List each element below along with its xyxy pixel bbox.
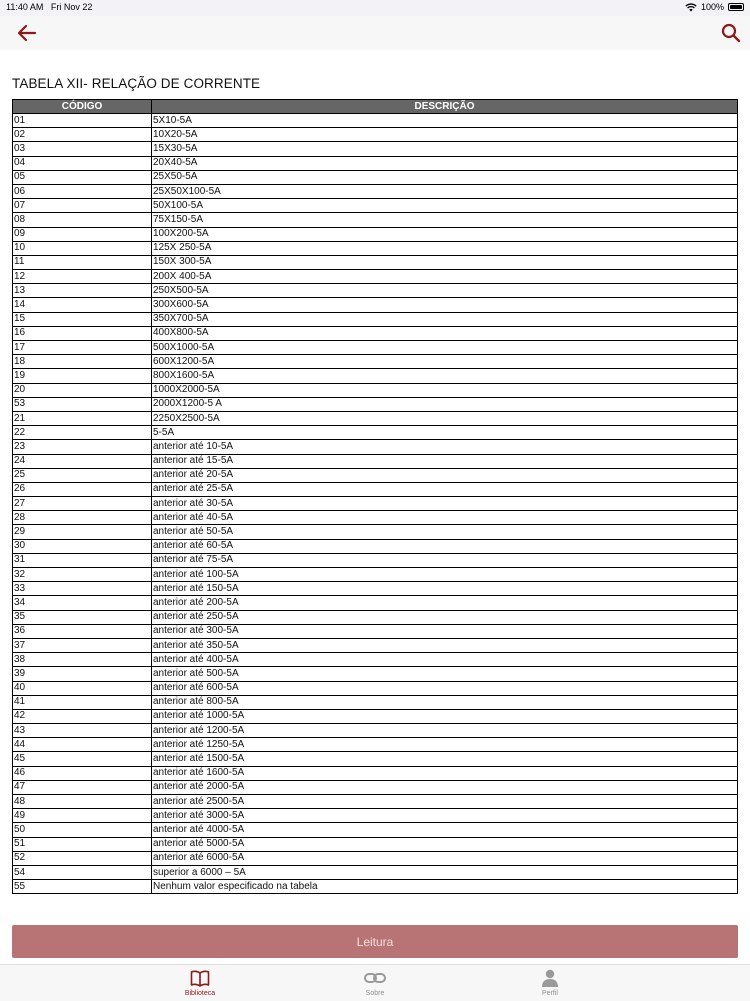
tab-perfil[interactable] [510,968,590,997]
tab-bar [0,964,750,1001]
code-cell: 16 [13,326,152,340]
table-row [13,724,738,738]
code-cell: 50 [13,823,152,837]
code-cell: 12 [13,270,152,284]
status-time: 11:40 AM [6,2,44,12]
status-bar [0,0,750,16]
description-cell: anterior até 30-5A [152,497,738,511]
code-cell: 01 [13,114,152,128]
table-row [13,383,738,397]
code-cell: 14 [13,298,152,312]
description-cell: 400X800-5A [152,326,738,340]
code-cell: 46 [13,766,152,780]
description-cell: anterior até 1000-5A [152,709,738,723]
search-button[interactable] [718,20,744,46]
description-cell: 125X 250-5A [152,241,738,255]
code-cell: 13 [13,284,152,298]
table-row [13,837,738,851]
description-cell: anterior até 400-5A [152,653,738,667]
description-cell: anterior até 1200-5A [152,724,738,738]
code-cell: 24 [13,454,152,468]
code-cell: 05 [13,170,152,184]
table-row [13,539,738,553]
current-ratio-table [12,99,738,894]
code-cell: 21 [13,411,152,425]
description-cell: 200X 400-5A [152,270,738,284]
tab-label-biblioteca: Biblioteca [184,990,216,997]
code-cell: 45 [13,752,152,766]
description-cell: anterior até 20-5A [152,468,738,482]
table-row [13,610,738,624]
code-cell: 10 [13,241,152,255]
table-row [13,426,738,440]
code-cell: 40 [13,681,152,695]
code-cell: 54 [13,865,152,879]
description-cell: 150X 300-5A [152,255,738,269]
table-row [13,880,738,894]
table-row [13,681,738,695]
column-header-description: DESCRIÇÃO [152,100,738,114]
table-row [13,369,738,383]
table-row [13,270,738,284]
table-row [13,184,738,198]
code-cell: 29 [13,525,152,539]
description-cell: anterior até 2000-5A [152,780,738,794]
table-row [13,525,738,539]
description-cell: anterior até 3000-5A [152,809,738,823]
table-row [13,667,738,681]
table-row [13,624,738,638]
table-header-row [13,100,738,114]
code-cell: 25 [13,468,152,482]
table-row [13,582,738,596]
code-cell: 43 [13,724,152,738]
table-row [13,454,738,468]
code-cell: 20 [13,383,152,397]
code-cell: 37 [13,638,152,652]
table-row [13,511,738,525]
table-row [13,553,738,567]
table-row [13,312,738,326]
code-cell: 47 [13,780,152,794]
code-cell: 35 [13,610,152,624]
description-cell: anterior até 6000-5A [152,851,738,865]
wifi-icon [685,3,697,12]
table-row [13,298,738,312]
description-cell: anterior até 15-5A [152,454,738,468]
table-row [13,695,738,709]
back-arrow-icon [17,24,37,42]
code-cell: 38 [13,653,152,667]
code-cell: 39 [13,667,152,681]
code-cell: 18 [13,355,152,369]
description-cell: anterior até 25-5A [152,482,738,496]
navigation-bar [0,16,750,50]
code-cell: 53 [13,397,152,411]
description-cell: anterior até 40-5A [152,511,738,525]
description-cell: 250X500-5A [152,284,738,298]
description-cell: 350X700-5A [152,312,738,326]
code-cell: 41 [13,695,152,709]
status-time-date [6,2,92,12]
description-cell: 25X50-5A [152,170,738,184]
description-cell: 600X1200-5A [152,355,738,369]
table-row [13,851,738,865]
tab-sobre[interactable] [335,968,415,997]
description-cell: superior a 6000 – 5A [152,865,738,879]
description-cell: anterior até 2500-5A [152,795,738,809]
code-cell: 30 [13,539,152,553]
table-container [12,99,738,894]
person-icon [541,969,559,987]
code-cell: 09 [13,227,152,241]
description-cell: anterior até 1600-5A [152,766,738,780]
table-row [13,497,738,511]
code-cell: 26 [13,482,152,496]
table-row [13,568,738,582]
description-cell: Nenhum valor especificado na tabela [152,880,738,894]
table-row [13,823,738,837]
table-row [13,766,738,780]
table-row [13,865,738,879]
description-cell: 300X600-5A [152,298,738,312]
code-cell: 04 [13,156,152,170]
table-body [13,114,738,894]
code-cell: 28 [13,511,152,525]
description-cell: 10X20-5A [152,128,738,142]
document-viewer[interactable] [0,50,750,910]
description-cell: 75X150-5A [152,213,738,227]
code-cell: 48 [13,795,152,809]
description-cell: anterior até 5000-5A [152,837,738,851]
code-cell: 17 [13,341,152,355]
table-row [13,397,738,411]
table-row [13,341,738,355]
code-cell: 34 [13,596,152,610]
description-cell: anterior até 200-5A [152,596,738,610]
tab-label-perfil: Perfil [542,990,558,997]
status-indicators [685,2,744,12]
code-cell: 27 [13,497,152,511]
table-row [13,355,738,369]
battery-icon [728,3,744,11]
description-cell: anterior até 350-5A [152,638,738,652]
table-row [13,780,738,794]
code-cell: 07 [13,199,152,213]
leitura-button[interactable]: Leitura [12,925,738,958]
table-row [13,199,738,213]
table-row [13,482,738,496]
code-cell: 51 [13,837,152,851]
description-cell: 500X1000-5A [152,341,738,355]
table-row [13,213,738,227]
code-cell: 06 [13,184,152,198]
description-cell: anterior até 10-5A [152,440,738,454]
search-icon [721,23,741,43]
table-row [13,709,738,723]
table-row [13,114,738,128]
code-cell: 33 [13,582,152,596]
link-icon [364,971,386,985]
description-cell: anterior até 500-5A [152,667,738,681]
description-cell: 2250X2500-5A [152,411,738,425]
description-cell: 5X10-5A [152,114,738,128]
table-row [13,752,738,766]
description-cell: 2000X1200-5 A [152,397,738,411]
tab-biblioteca[interactable] [160,968,240,997]
table-row [13,326,738,340]
description-cell: 1000X2000-5A [152,383,738,397]
description-cell: anterior até 600-5A [152,681,738,695]
code-cell: 49 [13,809,152,823]
description-cell: 50X100-5A [152,199,738,213]
description-cell: anterior até 4000-5A [152,823,738,837]
table-row [13,284,738,298]
description-cell: anterior até 50-5A [152,525,738,539]
table-row [13,809,738,823]
table-row [13,638,738,652]
document-title: TABELA XII- RELAÇÃO DE CORRENTE [12,76,261,91]
description-cell: anterior até 75-5A [152,553,738,567]
table-row [13,170,738,184]
code-cell: 52 [13,851,152,865]
description-cell: 15X30-5A [152,142,738,156]
table-row [13,411,738,425]
code-cell: 19 [13,369,152,383]
description-cell: anterior até 250-5A [152,610,738,624]
code-cell: 02 [13,128,152,142]
description-cell: 800X1600-5A [152,369,738,383]
table-row [13,156,738,170]
description-cell: 100X200-5A [152,227,738,241]
table-row [13,255,738,269]
table-row [13,653,738,667]
code-cell: 36 [13,624,152,638]
description-cell: anterior até 150-5A [152,582,738,596]
table-row [13,241,738,255]
code-cell: 22 [13,426,152,440]
status-date: Fri Nov 22 [50,2,93,12]
code-cell: 23 [13,440,152,454]
book-icon [190,970,210,987]
description-cell: anterior até 100-5A [152,568,738,582]
table-row [13,795,738,809]
table-row [13,596,738,610]
description-cell: 20X40-5A [152,156,738,170]
code-cell: 55 [13,880,152,894]
table-row [13,468,738,482]
description-cell: 5-5A [152,426,738,440]
description-cell: anterior até 800-5A [152,695,738,709]
code-cell: 42 [13,709,152,723]
code-cell: 31 [13,553,152,567]
code-cell: 08 [13,213,152,227]
back-button[interactable] [14,20,40,46]
table-row [13,440,738,454]
description-cell: anterior até 60-5A [152,539,738,553]
table-row [13,227,738,241]
tab-label-sobre: Sobre [365,990,385,997]
column-header-code: CÓDIGO [13,100,152,114]
table-row [13,128,738,142]
code-cell: 32 [13,568,152,582]
description-cell: anterior até 300-5A [152,624,738,638]
description-cell: anterior até 1250-5A [152,738,738,752]
table-row [13,142,738,156]
description-cell: 25X50X100-5A [152,184,738,198]
description-cell: anterior até 1500-5A [152,752,738,766]
code-cell: 11 [13,255,152,269]
action-area [0,910,750,964]
code-cell: 03 [13,142,152,156]
code-cell: 15 [13,312,152,326]
table-row [13,738,738,752]
code-cell: 44 [13,738,152,752]
battery-percent: 100% [700,2,724,12]
